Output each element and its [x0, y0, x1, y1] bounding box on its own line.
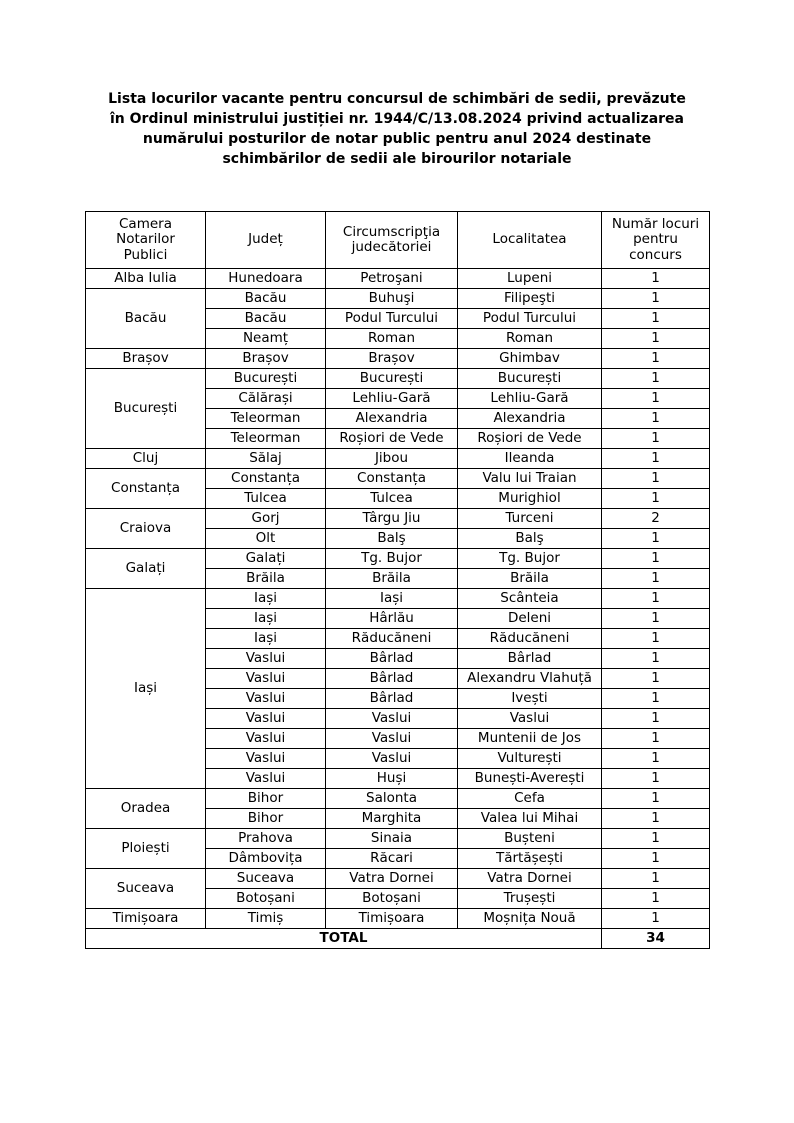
cell-numar: 1 — [602, 549, 710, 569]
header-numar — [602, 212, 710, 269]
cell-circumscriptie: Bârlad — [326, 649, 458, 669]
cell-localitate: Ivești — [458, 689, 602, 709]
cell-judet: Brăila — [206, 569, 326, 589]
header-localitate: Localitatea — [458, 212, 602, 269]
cell-judet: Vaslui — [206, 649, 326, 669]
table-body — [86, 269, 710, 929]
cell-numar: 1 — [602, 329, 710, 349]
cell-judet: Teleorman — [206, 409, 326, 429]
cell-judet: Iași — [206, 589, 326, 609]
cell-camera: Alba Iulia — [86, 269, 206, 289]
header-judet: Județ — [206, 212, 326, 269]
cell-judet: Timiș — [206, 909, 326, 929]
cell-circumscriptie: Roman — [326, 329, 458, 349]
table-row — [86, 789, 710, 809]
header-circ-line: Circumscripţia — [342, 223, 441, 240]
cell-localitate: Cefa — [458, 789, 602, 809]
cell-circumscriptie: Răducăneni — [326, 629, 458, 649]
total-label: TOTAL — [86, 929, 602, 949]
cell-judet: Brașov — [206, 349, 326, 369]
cell-judet: Iași — [206, 609, 326, 629]
cell-judet: Vaslui — [206, 769, 326, 789]
cell-circumscriptie: Bârlad — [326, 669, 458, 689]
header-camera-line: Camera — [119, 215, 172, 232]
cell-numar: 1 — [602, 269, 710, 289]
header-row — [86, 212, 710, 269]
cell-judet: Sălaj — [206, 449, 326, 469]
cell-localitate: Vaslui — [458, 709, 602, 729]
cell-circumscriptie: Constanța — [326, 469, 458, 489]
table-row — [86, 909, 710, 929]
cell-localitate: Tărtășești — [458, 849, 602, 869]
table-row — [86, 369, 710, 389]
cell-circumscriptie: Jibou — [326, 449, 458, 469]
cell-circumscriptie: Vaslui — [326, 709, 458, 729]
cell-judet: Suceava — [206, 869, 326, 889]
cell-localitate: Tg. Bujor — [458, 549, 602, 569]
cell-judet: Gorj — [206, 509, 326, 529]
cell-circumscriptie: Roșiori de Vede — [326, 429, 458, 449]
cell-numar: 1 — [602, 349, 710, 369]
cell-judet: Bacău — [206, 309, 326, 329]
cell-circumscriptie: Buhuşi — [326, 289, 458, 309]
table-row — [86, 869, 710, 889]
cell-judet: Galați — [206, 549, 326, 569]
cell-localitate: Roman — [458, 329, 602, 349]
cell-localitate: Roșiori de Vede — [458, 429, 602, 449]
cell-camera: Ploiești — [86, 829, 206, 869]
cell-localitate: Vulturești — [458, 749, 602, 769]
total-row — [86, 929, 710, 949]
cell-circumscriptie: Vaslui — [326, 729, 458, 749]
cell-circumscriptie: Sinaia — [326, 829, 458, 849]
cell-circumscriptie: Vatra Dornei — [326, 869, 458, 889]
cell-numar: 1 — [602, 769, 710, 789]
table-row — [86, 269, 710, 289]
cell-judet: Vaslui — [206, 669, 326, 689]
header-camera-line: Publici — [123, 246, 168, 263]
header-circumscriptie — [326, 212, 458, 269]
cell-circumscriptie: Lehliu-Gară — [326, 389, 458, 409]
cell-localitate: Muntenii de Jos — [458, 729, 602, 749]
total-value: 34 — [602, 929, 710, 949]
cell-numar: 1 — [602, 889, 710, 909]
cell-numar: 1 — [602, 289, 710, 309]
cell-numar: 1 — [602, 589, 710, 609]
cell-judet: Dâmbovița — [206, 849, 326, 869]
cell-localitate: Filipeşti — [458, 289, 602, 309]
cell-localitate: Lehliu-Gară — [458, 389, 602, 409]
cell-numar: 1 — [602, 609, 710, 629]
cell-localitate: Murighiol — [458, 489, 602, 509]
cell-circumscriptie: Brăila — [326, 569, 458, 589]
cell-judet: Vaslui — [206, 749, 326, 769]
cell-camera: București — [86, 369, 206, 449]
cell-circumscriptie: Petroşani — [326, 269, 458, 289]
header-numar-line: Număr locuri — [611, 215, 700, 232]
vacancies-table — [85, 211, 710, 949]
cell-circumscriptie: Tg. Bujor — [326, 549, 458, 569]
cell-numar: 2 — [602, 509, 710, 529]
cell-camera: Galați — [86, 549, 206, 589]
cell-camera: Bacău — [86, 289, 206, 349]
cell-camera: Oradea — [86, 789, 206, 829]
header-camera-line: Notarilor — [116, 231, 175, 248]
cell-judet: Constanța — [206, 469, 326, 489]
table-row — [86, 449, 710, 469]
title-line: numărului posturilor de notar public pentru anul 2024 destinate — [142, 131, 652, 147]
cell-camera: Craiova — [86, 509, 206, 549]
cell-circumscriptie: Hârlău — [326, 609, 458, 629]
cell-circumscriptie: Timișoara — [326, 909, 458, 929]
cell-localitate: Scânteia — [458, 589, 602, 609]
title-line: schimbărilor de sedii ale birourilor notariale — [222, 151, 572, 167]
cell-judet: Vaslui — [206, 729, 326, 749]
cell-circumscriptie: Botoșani — [326, 889, 458, 909]
cell-circumscriptie: Podul Turcului — [326, 309, 458, 329]
cell-localitate: Brăila — [458, 569, 602, 589]
cell-numar: 1 — [602, 409, 710, 429]
cell-localitate: Vatra Dornei — [458, 869, 602, 889]
cell-localitate: Alexandria — [458, 409, 602, 429]
cell-judet: Prahova — [206, 829, 326, 849]
cell-numar: 1 — [602, 869, 710, 889]
cell-circumscriptie: Brașov — [326, 349, 458, 369]
cell-localitate: Deleni — [458, 609, 602, 629]
cell-judet: Botoșani — [206, 889, 326, 909]
cell-numar: 1 — [602, 489, 710, 509]
header-numar-line: pentru — [633, 231, 678, 248]
cell-judet: București — [206, 369, 326, 389]
cell-localitate: Ileanda — [458, 449, 602, 469]
cell-numar: 1 — [602, 729, 710, 749]
document-title — [90, 89, 704, 169]
cell-numar: 1 — [602, 369, 710, 389]
cell-numar: 1 — [602, 789, 710, 809]
cell-localitate: Alexandru Vlahuță — [458, 669, 602, 689]
cell-circumscriptie: Iași — [326, 589, 458, 609]
cell-numar: 1 — [602, 469, 710, 489]
cell-localitate: București — [458, 369, 602, 389]
cell-localitate: Bușteni — [458, 829, 602, 849]
cell-numar: 1 — [602, 829, 710, 849]
cell-localitate: Trușești — [458, 889, 602, 909]
cell-localitate: Valu lui Traian — [458, 469, 602, 489]
cell-numar: 1 — [602, 569, 710, 589]
cell-localitate: Moșnița Nouă — [458, 909, 602, 929]
cell-numar: 1 — [602, 849, 710, 869]
cell-circumscriptie: Salonta — [326, 789, 458, 809]
cell-camera: Suceava — [86, 869, 206, 909]
cell-judet: Olt — [206, 529, 326, 549]
title-line: în Ordinul ministrului justiției nr. 1944/C/13.08.2024 privind actualizarea — [110, 111, 684, 127]
cell-numar: 1 — [602, 709, 710, 729]
cell-numar: 1 — [602, 309, 710, 329]
cell-numar: 1 — [602, 909, 710, 929]
title-line: Lista locurilor vacante pentru concursul de schimbări de sedii, prevăzute — [108, 91, 686, 107]
cell-circumscriptie: Târgu Jiu — [326, 509, 458, 529]
cell-circumscriptie: Vaslui — [326, 749, 458, 769]
cell-localitate: Bârlad — [458, 649, 602, 669]
cell-numar: 1 — [602, 449, 710, 469]
header-circ-line: judecătoriei — [351, 239, 432, 255]
cell-camera: Timișoara — [86, 909, 206, 929]
cell-numar: 1 — [602, 529, 710, 549]
cell-numar: 1 — [602, 429, 710, 449]
header-numar-line: concurs — [629, 246, 682, 263]
cell-localitate: Turceni — [458, 509, 602, 529]
cell-circumscriptie: Tulcea — [326, 489, 458, 509]
cell-judet: Teleorman — [206, 429, 326, 449]
cell-localitate: Lupeni — [458, 269, 602, 289]
cell-localitate: Ghimbav — [458, 349, 602, 369]
cell-judet: Neamț — [206, 329, 326, 349]
cell-camera: Iași — [86, 589, 206, 789]
cell-circumscriptie: Răcari — [326, 849, 458, 869]
cell-camera: Cluj — [86, 449, 206, 469]
cell-camera: Brașov — [86, 349, 206, 369]
cell-circumscriptie: Balş — [326, 529, 458, 549]
cell-numar: 1 — [602, 629, 710, 649]
cell-camera: Constanța — [86, 469, 206, 509]
cell-judet: Vaslui — [206, 709, 326, 729]
cell-judet: Bihor — [206, 809, 326, 829]
cell-judet: Călărași — [206, 389, 326, 409]
cell-judet: Bacău — [206, 289, 326, 309]
cell-judet: Iași — [206, 629, 326, 649]
table-row — [86, 509, 710, 529]
cell-localitate: Podul Turcului — [458, 309, 602, 329]
cell-numar: 1 — [602, 669, 710, 689]
cell-judet: Bihor — [206, 789, 326, 809]
table-row — [86, 589, 710, 609]
table-row — [86, 549, 710, 569]
cell-localitate: Bunești-Averești — [458, 769, 602, 789]
cell-circumscriptie: Alexandria — [326, 409, 458, 429]
cell-localitate: Valea lui Mihai — [458, 809, 602, 829]
cell-judet: Tulcea — [206, 489, 326, 509]
cell-numar: 1 — [602, 749, 710, 769]
cell-localitate: Balş — [458, 529, 602, 549]
cell-numar: 1 — [602, 389, 710, 409]
cell-judet: Vaslui — [206, 689, 326, 709]
cell-numar: 1 — [602, 689, 710, 709]
table-row — [86, 289, 710, 309]
cell-circumscriptie: București — [326, 369, 458, 389]
cell-numar: 1 — [602, 649, 710, 669]
cell-judet: Hunedoara — [206, 269, 326, 289]
cell-circumscriptie: Huși — [326, 769, 458, 789]
table-row — [86, 349, 710, 369]
header-camera — [86, 212, 206, 269]
cell-circumscriptie: Marghita — [326, 809, 458, 829]
cell-circumscriptie: Bârlad — [326, 689, 458, 709]
cell-localitate: Răducăneni — [458, 629, 602, 649]
cell-numar: 1 — [602, 809, 710, 829]
table-row — [86, 469, 710, 489]
table-row — [86, 829, 710, 849]
